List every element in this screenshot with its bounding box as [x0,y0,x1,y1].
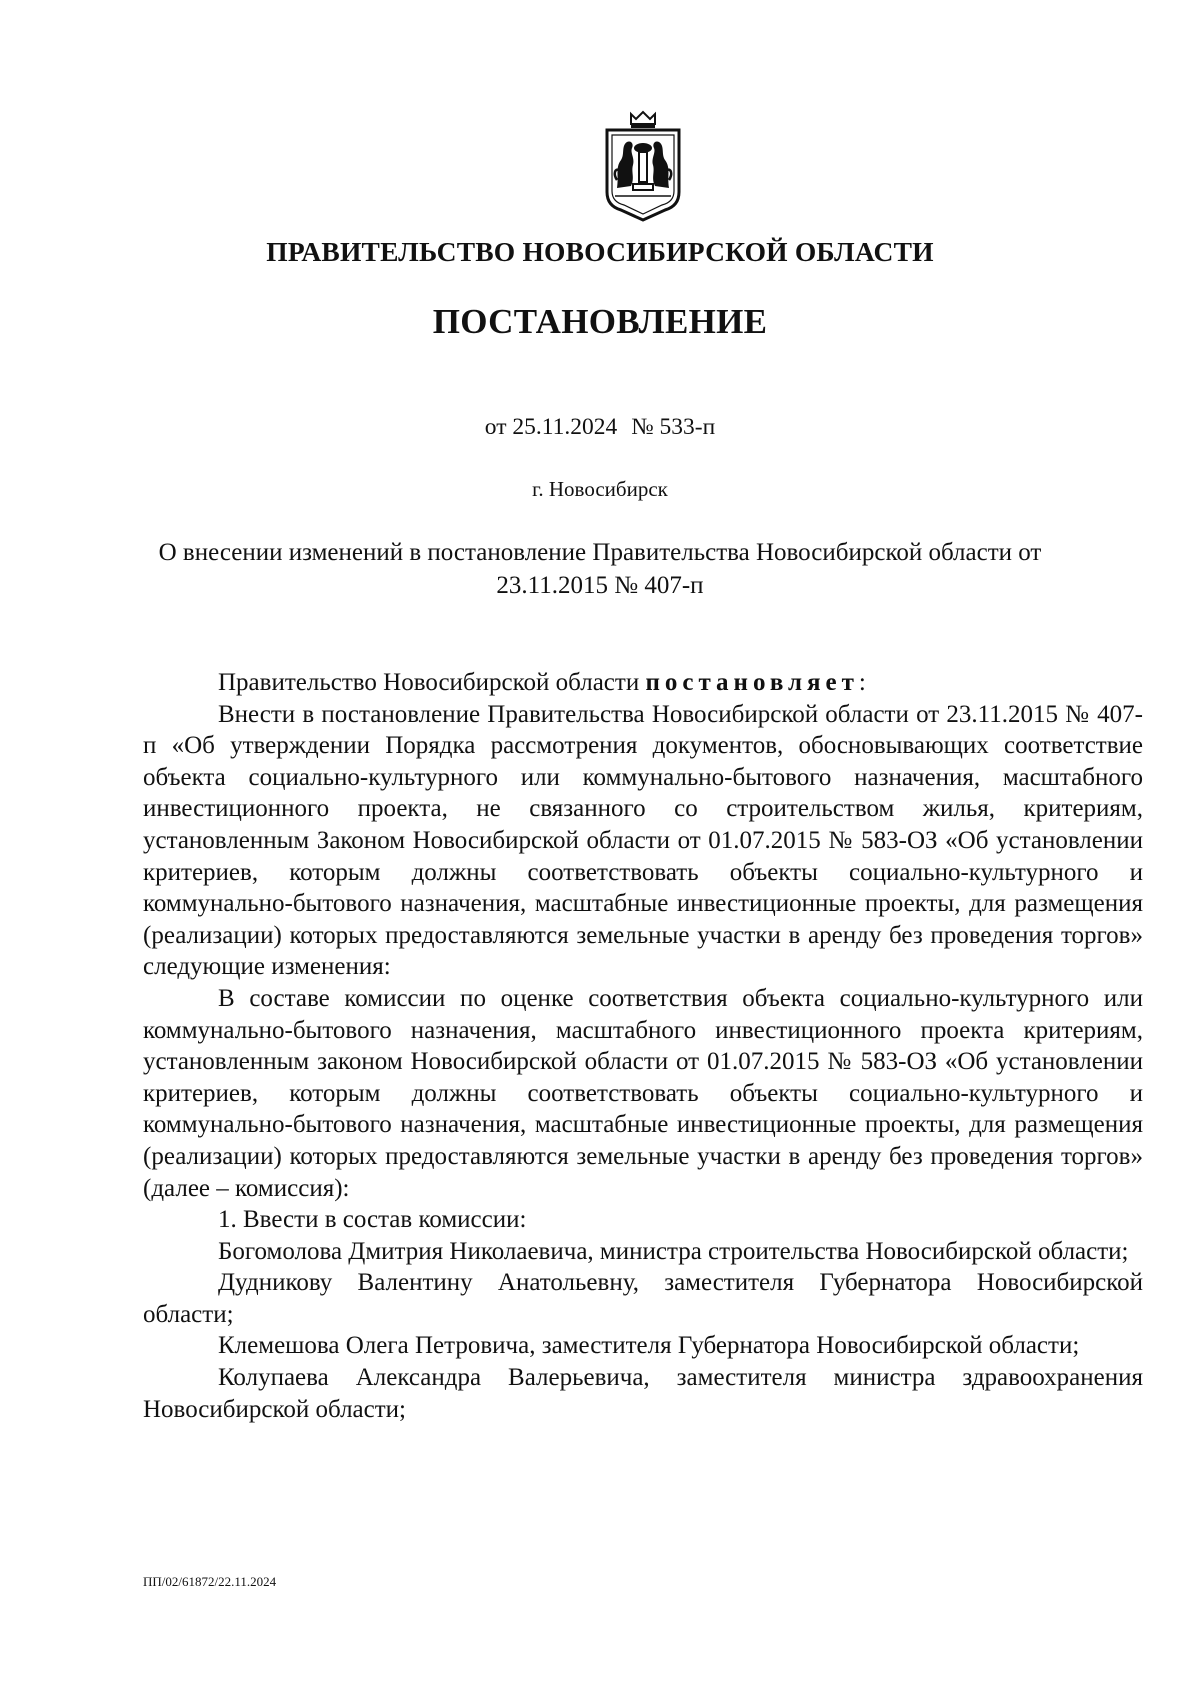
member-item: Колупаева Александра Валерьевича, заместителя министра здравоохранения Новосибирской области; [143,1364,1143,1423]
document-subject: О внесении изменений в постановление Правительства Новосибирской области от 23.11.2015 № 407-п [158,539,1042,599]
document-date-number [0,414,1200,441]
member-item: Клемешова Олега Петровича, заместителя Губернатора Новосибирской области; [218,1332,1080,1360]
paragraph-commission: В составе комиссии по оценке соответствия объекта социально-культурного или коммунально-бытового назначения, масштабного инвестиционного проекта критериям, установленным законом Новосибирской области от 01.07.2015 № 583-ОЗ «Об установлении критериев, которым должны соответствовать объекты социально-культурного и коммунально-бытового назначения, масштабные инвестиционные проекты, для размещения (реализации) которых предоставляются земельные участки в аренду без проведения торгов» (далее – комиссия): [143,984,1143,1202]
member-item: Богомолова Дмитрия Николаевича, министра строительства Новосибирской области; [218,1237,1129,1265]
intro-prefix: Правительство Новосибирской области [218,669,640,696]
document-body [143,667,1143,1425]
coat-of-arms-icon [601,110,685,222]
document-city: г. Новосибирск [532,477,668,501]
intro-suffix: : [858,669,866,696]
document-date: от 25.11.2024 [484,414,618,440]
document-code: ПП/02/61872/22.11.2024 [143,1574,277,1589]
item-1: 1. Ввести в состав комиссии: [218,1206,527,1234]
intro-verb: постановляет [645,669,859,696]
intro-paragraph [143,667,1143,699]
document-number: № 533-п [631,414,716,440]
paragraph-amendment: Внести в постановление Правительства Новосибирской области от 23.11.2015 № 407-п «Об утверждении Порядка рассмотрения документов, обосновывающих соответствие объекта социально-культурного или коммунально-бытового назначения, масштабного инвестиционного проекта, не связанного со строительством жилья, критериям, установленным Законом Новосибирской области от 01.07.2015 № 583-ОЗ «Об установлении критериев, которым должны соответствовать объекты социально-культурного и коммунально-бытового назначения, масштабные инвестиционные проекты, для размещения (реализации) которых предоставляются земельные участки в аренду без проведения торгов» следующие изменения: [143,700,1143,981]
member-item: Дудникову Валентину Анатольевну, заместителя Губернатора Новосибирской области; [143,1269,1143,1328]
document-type: ПОСТАНОВЛЕНИЕ [432,302,768,341]
organization-name: ПРАВИТЕЛЬСТВО НОВОСИБИРСКОЙ ОБЛАСТИ [266,236,934,267]
